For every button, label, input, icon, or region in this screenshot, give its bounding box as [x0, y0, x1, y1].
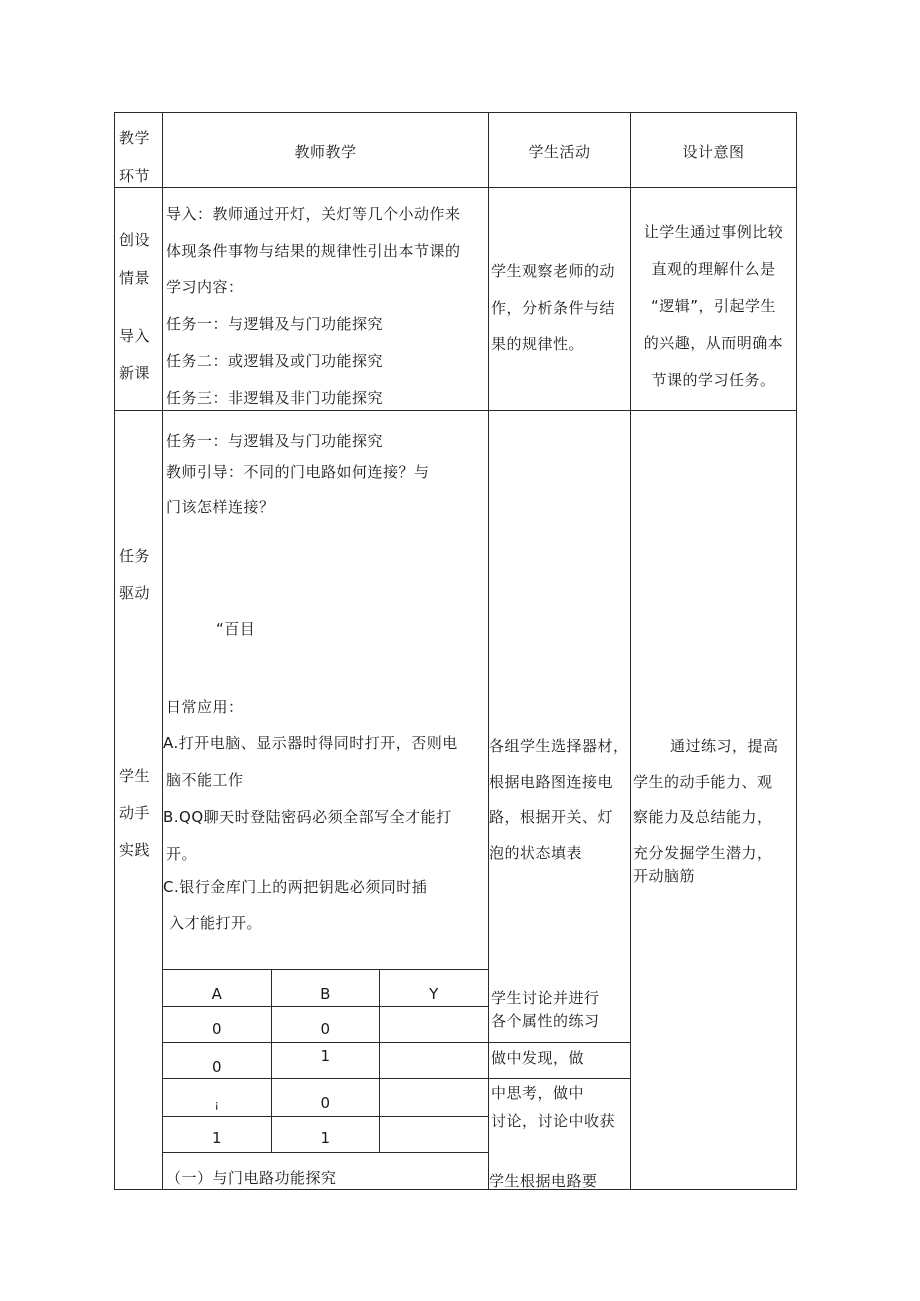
row2-teacher-intro-3: 门该怎样连接？ — [166, 498, 275, 516]
row2-intent-line-5: 开动脑筋 — [633, 867, 696, 885]
row1-teacher-line-5: 任务二：或逻辑及或门功能探究 — [166, 352, 384, 370]
row2-daily-item-4: 开。 — [166, 845, 198, 863]
truth-table-header-y: Y — [429, 985, 439, 1003]
row2-student-d: 学生根据电路要 — [489, 1172, 598, 1190]
row1-teacher-line-3: 学习内容： — [166, 278, 244, 296]
row2-intent-line-1: 通过练习，提高 — [670, 737, 779, 755]
row1-intent-line-4: 的兴趣，从而明确本 — [643, 334, 784, 352]
row2-stage-a-2: 驱动 — [119, 584, 151, 602]
table-border-top — [114, 112, 797, 113]
row2-student-c-3: 讨论，讨论中收获 — [491, 1112, 616, 1130]
truth-table-bottom — [163, 1152, 488, 1153]
row2-fragment-text: “百目 — [216, 620, 256, 638]
truth-table-header-b: B — [320, 985, 331, 1003]
table-col-divider-2 — [488, 112, 489, 1190]
table-border-row1 — [114, 410, 797, 411]
truth-table-cell: 1 — [320, 1047, 331, 1065]
row2-student-c-1: 做中发现，做 — [491, 1049, 585, 1067]
truth-table-cell: ¡ — [214, 1098, 220, 1111]
row2-daily-title: 日常应用： — [166, 698, 244, 716]
truth-table-hline-2 — [163, 1042, 488, 1043]
row2-daily-item-3: B.QQ聊天时登陆密码必须全部写全才能打 — [163, 808, 452, 826]
truth-table-header-a: A — [211, 985, 223, 1003]
truth-table-cell: 1 — [320, 1129, 331, 1147]
row2-student-b-1: 学生讨论并进行 — [491, 989, 600, 1007]
table-border-left — [114, 112, 115, 1190]
row2-student-a-4: 泡的状态填表 — [489, 844, 583, 862]
row2-intent-line-4: 充分发掘学生潜力， — [633, 844, 773, 862]
row2-student-a-1: 各组学生选择器材， — [489, 737, 629, 755]
row1-student-line-1: 学生观察老师的动 — [491, 262, 616, 280]
row1-intent-line-1: 让学生通过事例比较 — [643, 223, 784, 241]
truth-table-cell: 0 — [211, 1020, 223, 1038]
row2-stage-b-1: 学生 — [119, 767, 151, 785]
truth-table-cell: 0 — [320, 1094, 331, 1112]
row2-stage-b-3: 实践 — [119, 841, 151, 859]
row2-student-b-2: 各个属性的练习 — [491, 1012, 600, 1030]
row1-stage-3: 导入 — [119, 327, 151, 345]
row2-stage-a-1: 任务 — [119, 547, 151, 565]
row2-intent-line-2: 学生的动手能力、观 — [633, 773, 773, 791]
row1-stage-4: 新课 — [119, 364, 151, 382]
row1-student-line-2: 作，分析条件与结 — [491, 299, 616, 317]
row2-stage-b-2: 动手 — [119, 804, 151, 822]
truth-table-cell: 0 — [211, 1058, 223, 1076]
row2-student-c-2: 中思考，做中 — [491, 1084, 585, 1102]
truth-table-cell: 0 — [320, 1020, 331, 1038]
header-intent-label: 设计意图 — [682, 143, 745, 161]
row1-teacher-line-2: 体现条件事物与结果的规律性引出本节课的 — [166, 242, 461, 260]
truth-table-hline-4 — [163, 1116, 488, 1117]
truth-table-hline-3 — [163, 1078, 488, 1079]
row2-section-title: （一）与门电路功能探究 — [166, 1169, 337, 1187]
row1-stage-1: 创设 — [119, 231, 151, 249]
row1-teacher-line-6: 任务三：非逻辑及非门功能探究 — [166, 389, 384, 407]
row2-student-a-2: 根据电路图连接电 — [489, 773, 614, 791]
student-col-divider-1 — [489, 1042, 630, 1043]
row2-student-a-3: 路，根据开关、灯 — [489, 808, 614, 826]
truth-table-hline-1 — [163, 1006, 488, 1007]
row1-intent-line-5: 节课的学习任务。 — [651, 371, 776, 389]
table-border-bottom — [114, 1189, 797, 1190]
row1-student-line-3: 果的规律性。 — [491, 335, 585, 353]
header-teacher-label: 教师教学 — [294, 143, 357, 161]
row1-teacher-line-1: 导入：教师通过开灯，关灯等几个小动作来 — [166, 205, 461, 223]
header-student-label: 学生活动 — [528, 143, 591, 161]
header-stage-label-2: 环节 — [119, 167, 151, 185]
row2-daily-item-2: 脑不能工作 — [166, 771, 244, 789]
student-col-divider-2 — [489, 1078, 630, 1079]
row2-daily-item-5: C.银行金库门上的两把钥匙必须同时插 — [163, 878, 428, 896]
row2-daily-item-6: 入才能打开。 — [169, 914, 263, 932]
row1-stage-2: 情景 — [119, 269, 151, 287]
row2-teacher-intro-1: 任务一：与逻辑及与门功能探究 — [166, 432, 384, 450]
row1-teacher-line-4: 任务一：与逻辑及与门功能探究 — [166, 315, 384, 333]
table-border-header — [114, 187, 797, 188]
truth-table-top — [163, 969, 488, 970]
truth-table-cell: 1 — [211, 1129, 223, 1147]
row1-intent-line-2: 直观的理解什么是 — [651, 260, 776, 278]
header-stage-label-1: 教学 — [119, 129, 151, 147]
row2-daily-item-1: A.打开电脑、显示器时得同时打开，否则电 — [163, 734, 458, 752]
row2-intent-line-3: 察能力及总结能力， — [633, 808, 773, 826]
row1-intent-line-3: “逻辑”，引起学生 — [650, 297, 777, 315]
table-border-right — [796, 112, 797, 1190]
row2-teacher-intro-2: 教师引导：不同的门电路如何连接？与 — [166, 463, 430, 481]
